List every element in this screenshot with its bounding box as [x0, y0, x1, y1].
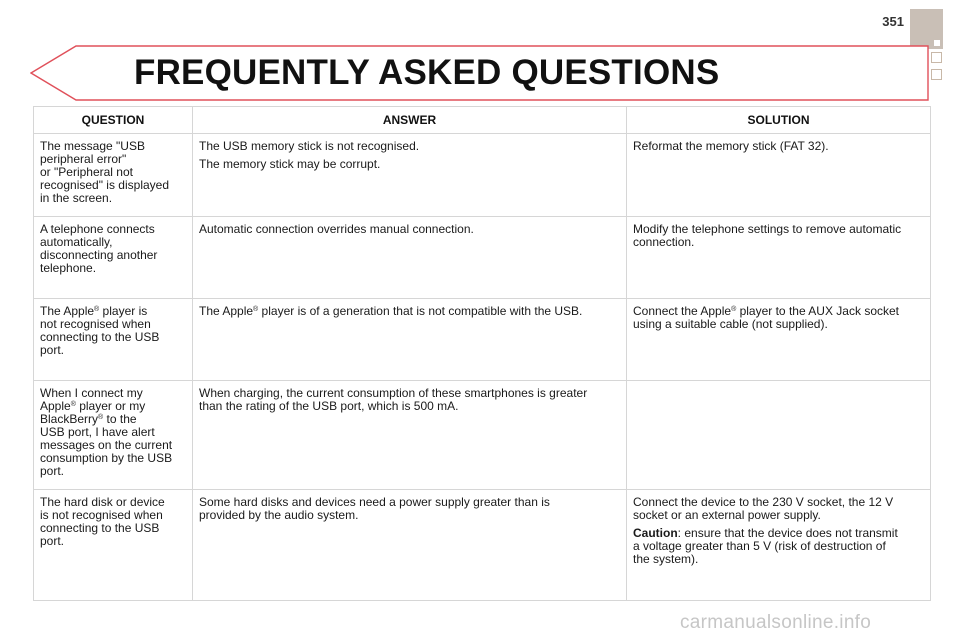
table-row	[34, 299, 931, 381]
watermark: carmanualsonline.info	[680, 612, 872, 633]
tab-marker	[934, 40, 940, 46]
solution-cell	[627, 381, 931, 490]
answer-cell: Automatic connection overrides manual connection.	[193, 217, 627, 299]
column-header-question: QUESTION	[34, 107, 193, 134]
section-tab	[910, 9, 943, 49]
solution-cell: Reformat the memory stick (FAT 32).	[627, 134, 931, 217]
table-row	[34, 134, 931, 217]
column-header-answer: ANSWER	[193, 107, 627, 134]
table-row	[34, 217, 931, 299]
column-header-solution: SOLUTION	[627, 107, 931, 134]
solution-cell: Modify the telephone settings to remove automatic connection.	[627, 217, 931, 299]
solution-cell: Connect the Apple® player to the AUX Jack socket using a suitable cable (not supplied).	[627, 299, 931, 381]
page-number: 351	[882, 14, 904, 29]
answer-cell: Some hard disks and devices need a power supply greater than is provided by the audio system.	[193, 490, 627, 601]
answer-cell: When charging, the current consumption of these smartphones is greater than the rating of the USB port, which is 500 mA.	[193, 381, 627, 490]
solution-cell: Connect the device to the 230 V socket, the 12 V socket or an external power supply. Caution: ensure that the device does not transmit a voltage greater than 5 V (risk of destruction of the system).	[627, 490, 931, 601]
caution-label: Caution	[633, 526, 678, 540]
registered-mark: ®	[98, 414, 104, 421]
title-banner	[30, 45, 930, 101]
registered-mark: ®	[253, 306, 259, 313]
question-cell: When I connect my Apple® player or my BlackBerry® to the USB port, I have alert messages on the current consumption by the USB port.	[34, 381, 193, 490]
answer-cell: The USB memory stick is not recognised. The memory stick may be corrupt.	[193, 134, 627, 217]
registered-mark: ®	[94, 306, 100, 313]
question-cell: A telephone connects automatically, disconnecting another telephone.	[34, 217, 193, 299]
answer-cell: The Apple® player is of a generation that is not compatible with the USB.	[193, 299, 627, 381]
nav-box-1	[931, 52, 942, 63]
question-cell: The hard disk or device is not recognised when connecting to the USB port.	[34, 490, 193, 601]
registered-mark: ®	[731, 306, 737, 313]
table-header-row	[34, 107, 931, 134]
table-row	[34, 490, 931, 601]
nav-box-2	[931, 69, 942, 80]
question-cell: The Apple® player is not recognised when connecting to the USB port.	[34, 299, 193, 381]
question-cell: The message "USB peripheral error" or "Peripheral not recognised" is displayed in the screen.	[34, 134, 193, 217]
table-row	[34, 381, 931, 490]
page-title: FREQUENTLY ASKED QUESTIONS	[134, 53, 720, 92]
faq-table	[33, 106, 931, 601]
registered-mark: ®	[70, 401, 76, 408]
